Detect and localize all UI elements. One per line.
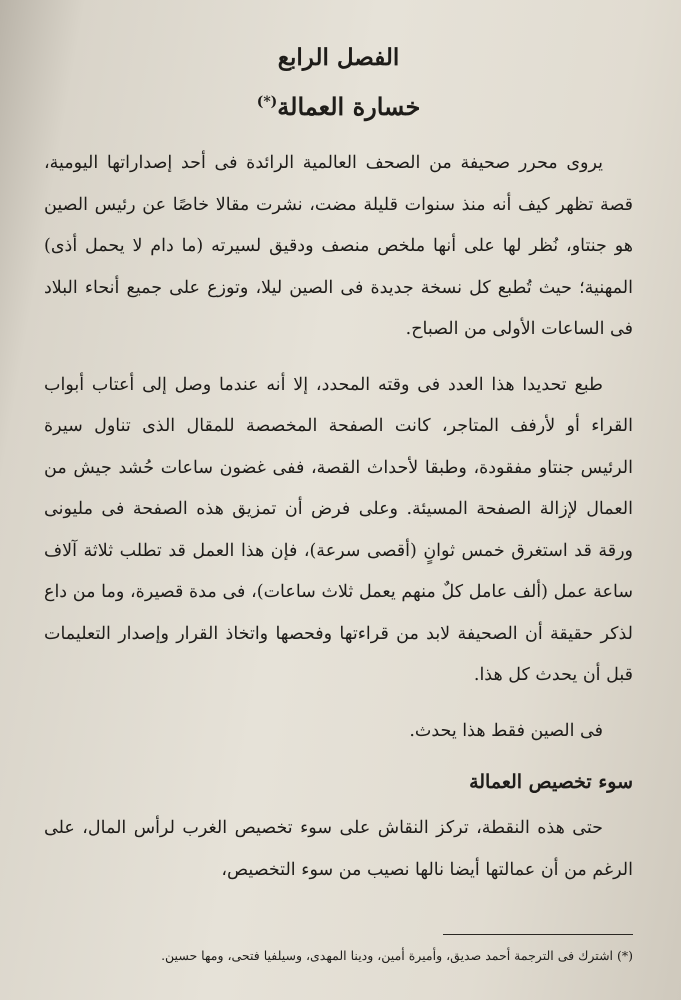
- chapter-title-text: خسارة العمالة: [277, 92, 421, 121]
- footnote-marker: (*): [256, 94, 278, 110]
- paragraph-1: يروى محرر صحيفة من الصحف العالمية الرائدة فى أحد إصداراتها اليومية، قصة تظهر كيف أنه منذ سنوات قليلة مضت، نشرت مقالا خاصًا عن رئيس الصين هو جنتاو، نُظر لها على أنها ملخص منصف ودقيق لسيرته (ما دام لا يحمل أذى) المهنية؛ حيث تُطبع كل نسخة جديدة فى الصين ليلا، وتوزع على جميع أنحاء البلاد فى الساعات الأولى من الصباح.: [44, 153, 633, 339]
- footnote: (*) اشترك فى الترجمة أحمد صديق، وأميرة أمين، ودينا المهدى، وسيلفيا فتحى، ومها حسين.: [161, 948, 633, 963]
- footnote-divider: [443, 934, 633, 935]
- chapter-heading: الفصل الرابع: [277, 44, 400, 71]
- section-subheading: سوء تخصيص العمالة: [469, 771, 633, 793]
- paragraph-2: طبع تحديدا هذا العدد فى وقته المحدد، إلا أنه عندما وصل إلى أعتاب أبواب القراء أو لأرفف المتاجر، كانت الصفحة المخصصة للمقال الذى تناول سيرة الرئيس جنتاو مفقودة، وطبقا لأحداث القصة، ففى غضون ساعات حُشد جيش من العمال لإزالة الصفحة المسيئة. وعلى فرض أن تمزيق هذه الصفحة فى مليونى ورقة قد استغرق خمس ثوانٍ (أقصى سرعة)، فإن هذا العمل قد تطلب ثلاثة آلاف ساعة عمل (ألف عامل كلٌ منهم يعمل ثلاث ساعات)، فى مدة قصيرة، وما من داع لذكر حقيقة أن الصحيفة لابد من قراءتها وفحصها واتخاذ القرار وإصدار التعليمات قبل أن يحدث كل هذا.: [44, 374, 633, 685]
- paragraph-4: حتى هذه النقطة، تركز النقاش على سوء تخصيص الغرب لرأس المال، على الرغم من أن عمالتها أيضا نالها نصيب من سوء التخصيص،: [44, 818, 633, 880]
- paragraph-3: فى الصين فقط هذا يحدث.: [409, 720, 603, 741]
- chapter-title: [44, 80, 633, 129]
